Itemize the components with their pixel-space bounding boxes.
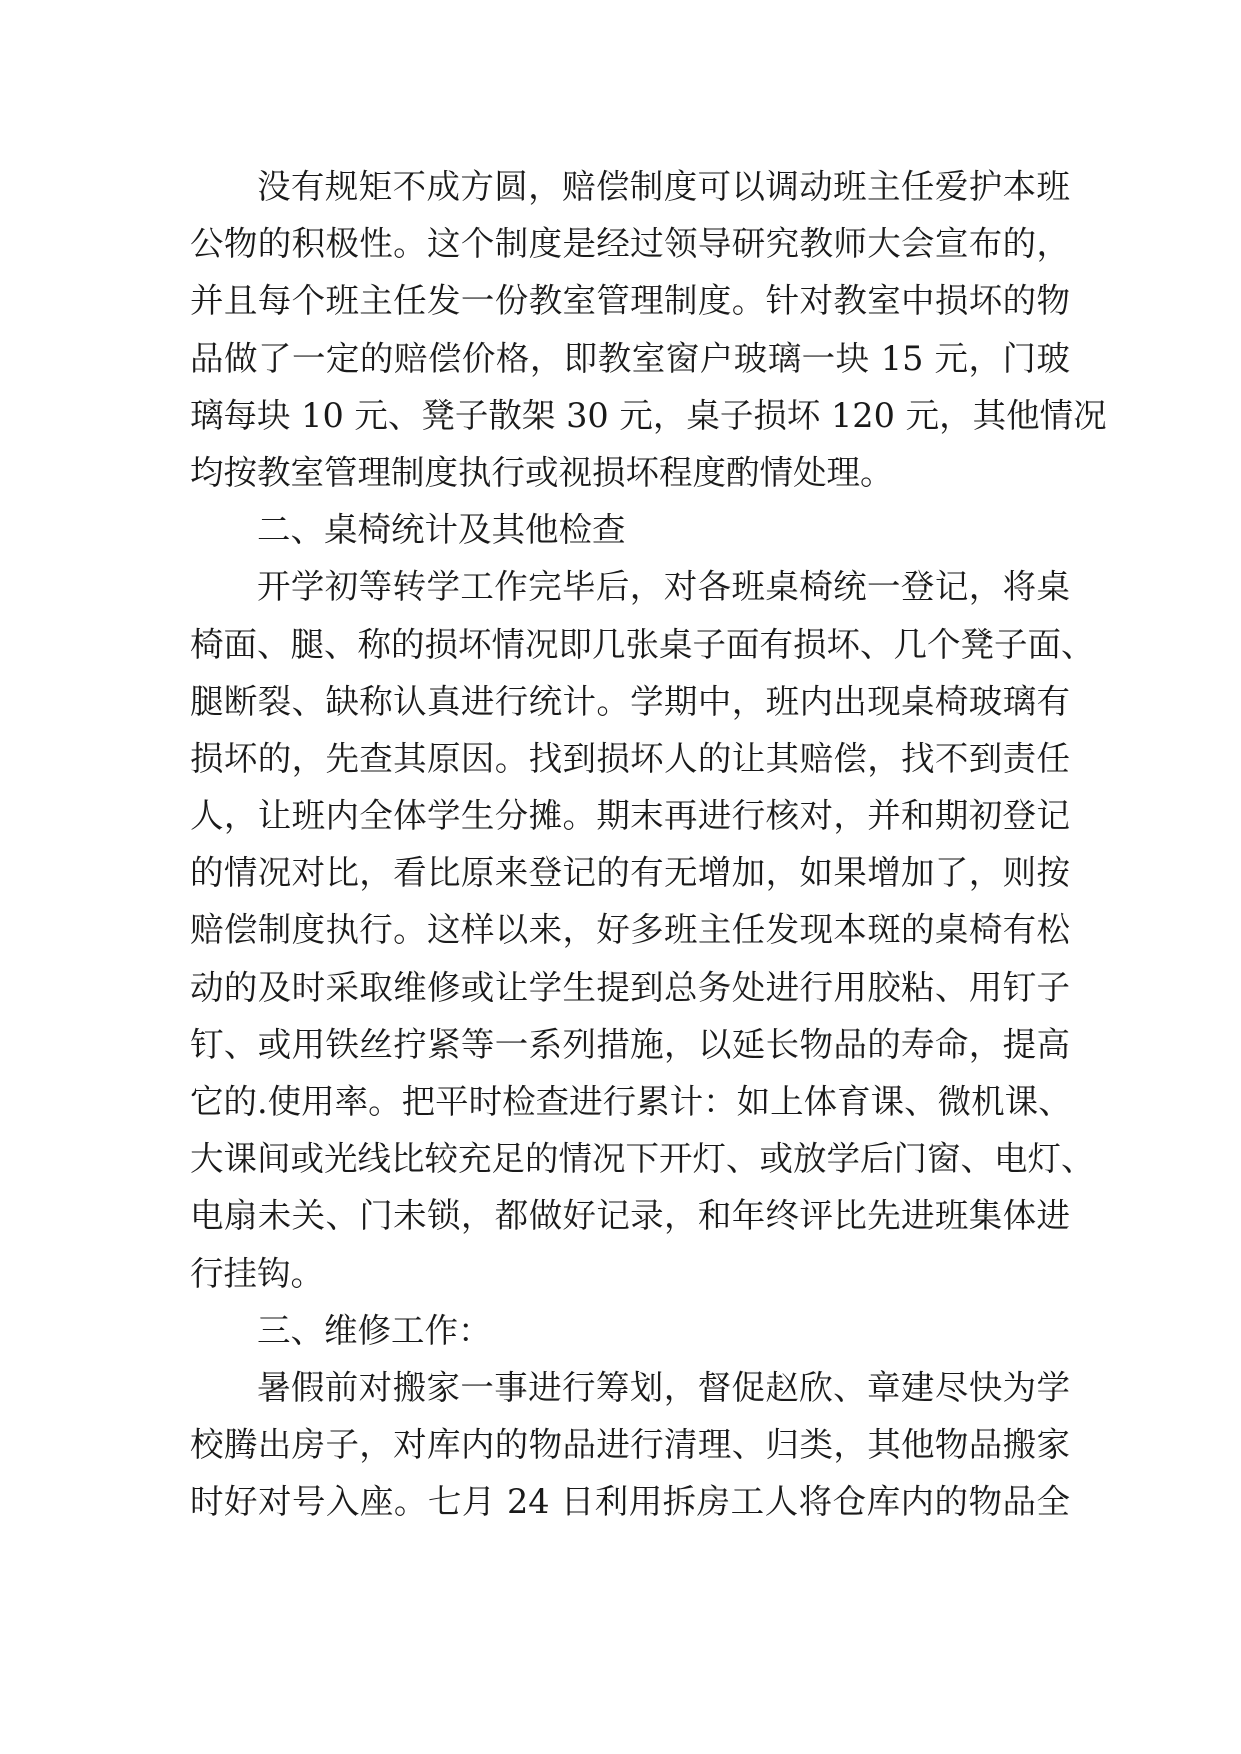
paragraph-line: 并且每个班主任发一份教室管理制度。针对教室中损坏的物 (190, 281, 1070, 321)
paragraph-line: 时好对号入座。七月 24 日利用拆房工人将仓库内的物品全 (190, 1482, 1070, 1522)
paragraph-line: 人，让班内全体学生分摊。期末再进行核对，并和期初登记 (190, 796, 1070, 836)
section-heading: 三、维修工作： (257, 1310, 492, 1350)
paragraph-line: 行挂钩。 (190, 1253, 324, 1293)
paragraph-line: 品做了一定的赔偿价格，即教室窗户玻璃一块 15 元，门玻 (190, 338, 1070, 378)
paragraph-line: 它的.使用率。把平时检查进行累计：如上体育课、微机课、 (190, 1082, 1072, 1121)
paragraph-line: 公物的积极性。这个制度是经过领导研究教师大会宣布的， (190, 224, 1070, 264)
section-heading: 二、桌椅统计及其他检查 (257, 510, 626, 550)
paragraph-line: 璃每块 10 元、凳子散架 30 元，桌子损坏 120 元，其他情况 (190, 395, 1107, 435)
paragraph-line: 没有规矩不成方圆，赔偿制度可以调动班主任爱护本班 (257, 167, 1070, 206)
paragraph-line: 损坏的，先查其原因。找到损坏人的让其赔偿，找不到责任 (190, 738, 1070, 778)
body-text (190, 158, 1107, 1531)
paragraph-line: 电扇未关、门未锁，都做好记录，和年终评比先进班集体进 (190, 1196, 1070, 1236)
paragraph-line: 赔偿制度执行。这样以来，好多班主任发现本斑的桌椅有松 (190, 910, 1070, 950)
paragraph-line: 暑假前对搬家一事进行筹划，督促赵欣、章建尽快为学 (257, 1367, 1070, 1407)
paragraph-line: 腿断裂、缺称认真进行统计。学期中，班内出现桌椅玻璃有 (190, 681, 1070, 721)
paragraph-line: 均按教室管理制度执行或视损坏程度酌情处理。 (190, 452, 894, 492)
paragraph-line: 的情况对比，看比原来登记的有无增加，如果增加了，则按 (190, 853, 1070, 893)
paragraph-line: 椅面、腿、称的损坏情况即几张桌子面有损坏、几个凳子面、 (190, 624, 1095, 664)
paragraph-line: 校腾出房子，对库内的物品进行清理、归类，其他物品搬家 (190, 1425, 1070, 1465)
paragraph-line: 钉、或用铁丝拧紧等一系列措施，以延长物品的寿命，提高 (190, 1024, 1070, 1064)
paragraph-line: 大课间或光线比较充足的情况下开灯、或放学后门窗、电灯、 (190, 1139, 1095, 1179)
paragraph-line: 动的及时采取维修或让学生提到总务处进行用胶粘、用钉子 (190, 967, 1070, 1007)
paragraph-line: 开学初等转学工作完毕后，对各班桌椅统一登记，将桌 (257, 567, 1070, 607)
